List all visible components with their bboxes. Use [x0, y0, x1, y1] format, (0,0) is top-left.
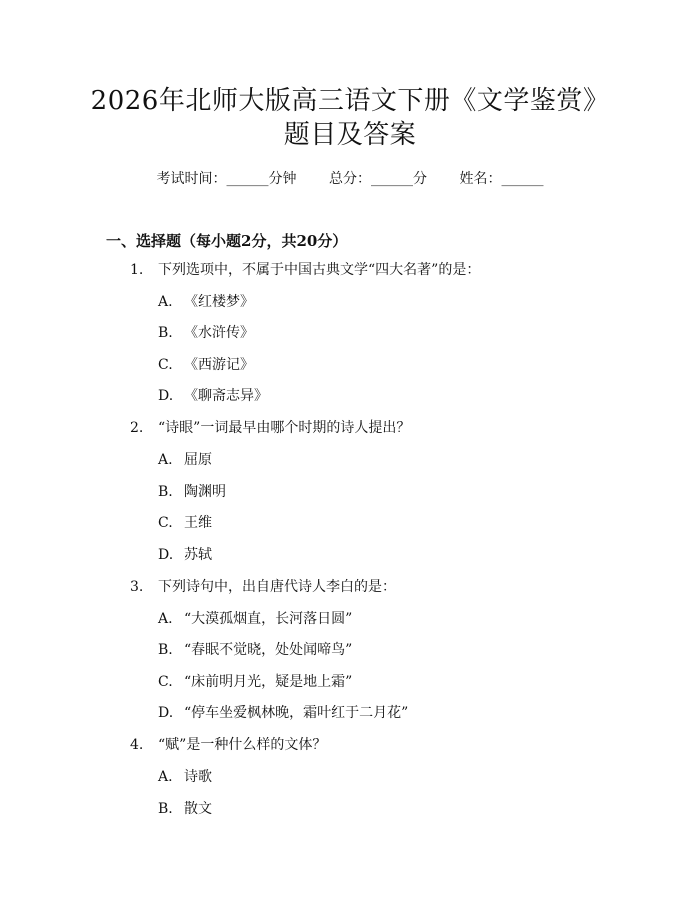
option-text: 屈原	[184, 452, 212, 468]
option-1c	[158, 355, 254, 375]
option-2d	[158, 545, 212, 565]
option-letter: D.	[158, 388, 174, 404]
option-letter: D.	[158, 547, 174, 563]
option-1d	[158, 386, 268, 406]
option-letter: C.	[158, 357, 173, 373]
question-number: 4.	[130, 737, 144, 753]
option-4b	[158, 799, 212, 819]
option-text: 诗歌	[184, 769, 212, 785]
option-2a	[158, 450, 212, 470]
option-1b	[158, 323, 254, 343]
question-1	[130, 260, 480, 280]
question-3	[130, 577, 396, 597]
option-text: 《聊斋志异》	[184, 388, 268, 404]
total-score-field: 总分：______分	[329, 171, 427, 187]
question-text: 下列诗句中，出自唐代诗人李白的是：	[158, 579, 396, 595]
option-text: “停车坐爱枫林晚，霜叶红于二月花”	[184, 705, 409, 721]
question-number: 2.	[130, 420, 144, 436]
option-letter: C.	[158, 515, 173, 531]
option-letter: C.	[158, 674, 173, 690]
document-title-line2: 题目及答案	[283, 120, 417, 150]
document-title-line1: 2026年北师大版高三语文下册《文学鉴赏》	[90, 86, 610, 116]
question-text: 下列选项中，不属于中国古典文学“四大名著”的是：	[158, 262, 481, 278]
option-3b	[158, 640, 352, 660]
option-3d	[158, 703, 408, 723]
option-text: “春眠不觉晓，处处闻啼鸟”	[184, 642, 353, 658]
option-4a	[158, 767, 212, 787]
option-text: 陶渊明	[184, 484, 226, 500]
option-3a	[158, 609, 352, 629]
option-letter: A.	[158, 611, 173, 627]
student-name-field: 姓名：______	[459, 171, 544, 187]
option-text: 《水浒传》	[184, 325, 254, 341]
option-text: “大漠孤烟直，长河落日圆”	[184, 611, 353, 627]
option-letter: B.	[158, 325, 173, 341]
option-3c	[158, 672, 352, 692]
option-letter: A.	[158, 294, 173, 310]
exam-meta	[0, 170, 700, 188]
option-letter: A.	[158, 452, 173, 468]
option-text: 王维	[184, 515, 212, 531]
option-2b	[158, 482, 226, 502]
question-2	[130, 418, 410, 438]
option-1a	[158, 292, 254, 312]
option-text: 散文	[184, 801, 212, 817]
option-letter: B.	[158, 801, 173, 817]
question-number: 1.	[130, 262, 144, 278]
option-letter: A.	[158, 769, 173, 785]
option-letter: B.	[158, 484, 173, 500]
question-4	[130, 735, 326, 755]
question-text: “诗眼”一词最早由哪个时期的诗人提出？	[158, 420, 411, 436]
question-text: “赋”是一种什么样的文体？	[158, 737, 327, 753]
exam-time-field: 考试时间：______分钟	[156, 171, 297, 187]
option-letter: D.	[158, 705, 174, 721]
option-text: 《西游记》	[184, 357, 254, 373]
option-text: 苏轼	[184, 547, 212, 563]
option-2c	[158, 513, 212, 533]
question-number: 3.	[130, 579, 144, 595]
option-letter: B.	[158, 642, 173, 658]
section-heading: 一、选择题（每小题2分，共20分）	[106, 232, 348, 250]
option-text: 《红楼梦》	[184, 294, 254, 310]
option-text: “床前明月光，疑是地上霜”	[184, 674, 353, 690]
